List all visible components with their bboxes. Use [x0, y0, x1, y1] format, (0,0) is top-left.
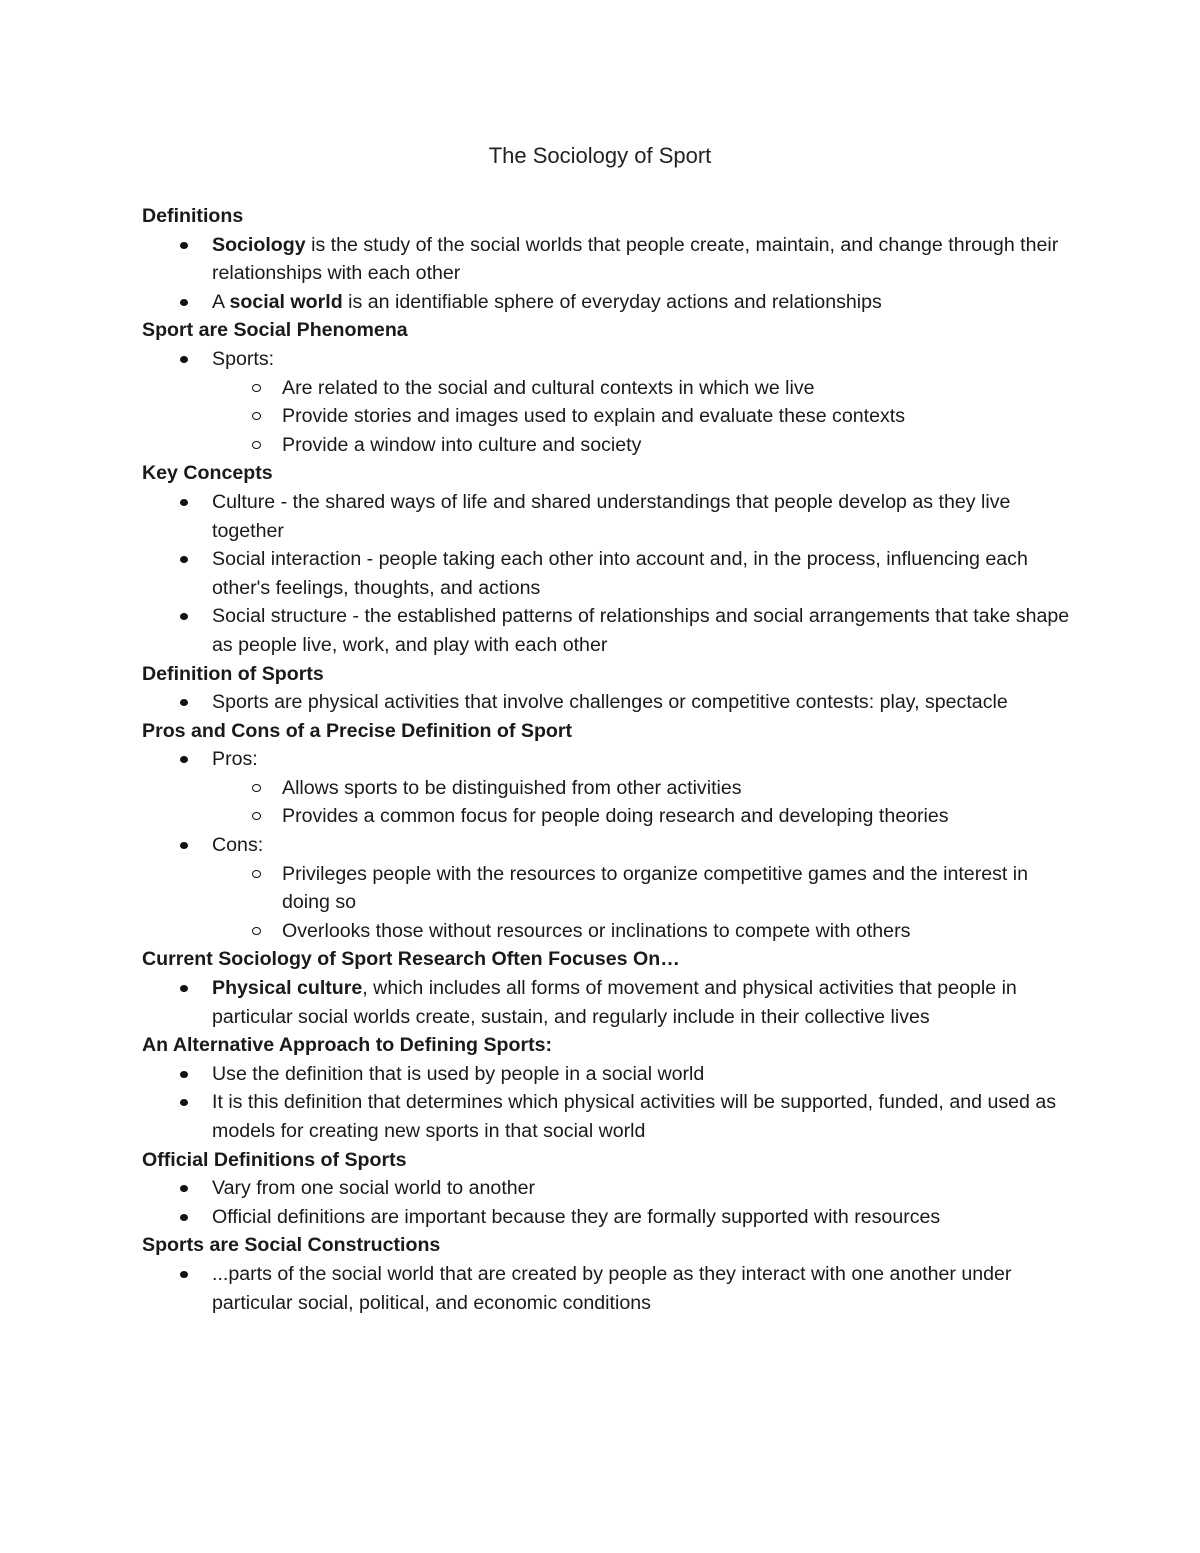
list-item: It is this definition that determines which physical activities will be supported, funded, and used as models for creating new sports in that social world	[142, 1088, 1072, 1145]
list-item: Social structure - the established patterns of relationships and social arrangements that take shape as people live, work, and play with each other	[142, 602, 1072, 659]
section-heading-definitions: Definitions	[142, 205, 244, 227]
list-item	[142, 288, 1072, 317]
definition-of-sports-list	[142, 688, 1072, 717]
definition-text: is an identifiable sphere of everyday actions and relationships	[342, 290, 882, 313]
pros-cons-list	[142, 745, 1072, 945]
sub-list-item: Provide stories and images used to explain and evaluate these contexts	[212, 402, 1072, 431]
list-item-cons	[142, 831, 1072, 945]
official-list	[142, 1174, 1072, 1231]
section-heading-key-concepts: Key Concepts	[142, 462, 273, 485]
key-concepts-list	[142, 488, 1072, 660]
definitions-list	[142, 231, 1072, 317]
sub-list-item: Provides a common focus for people doing research and developing theories	[212, 802, 1072, 831]
term-social-world: social world	[229, 290, 343, 313]
section-heading-alternative: An Alternative Approach to Defining Sports:	[142, 1034, 553, 1057]
list-item: Sports are physical activities that involve challenges or competitive contests: play, spectacle	[142, 688, 1072, 717]
sub-list	[142, 374, 1072, 460]
sub-list-item: Are related to the social and cultural contexts in which we live	[212, 374, 1072, 403]
social-phenomena-list	[142, 345, 1072, 459]
document-title: The Sociology of Sport	[488, 143, 712, 168]
sub-list-item: Allows sports to be distinguished from other activities	[212, 774, 1072, 803]
term-sociology: Sociology	[212, 233, 306, 256]
cons-label: Cons:	[212, 834, 264, 857]
pros-label: Pros:	[212, 748, 258, 771]
item-prefix: A	[212, 290, 230, 313]
section-heading-official: Official Definitions of Sports	[142, 1148, 407, 1171]
section-heading-pros-cons: Pros and Cons of a Precise Definition of Sport	[142, 719, 573, 742]
current-research-list	[142, 974, 1072, 1031]
alternative-list	[142, 1060, 1072, 1146]
list-item	[142, 974, 1072, 1031]
sub-list-item: Overlooks those without resources or inclinations to compete with others	[212, 917, 1072, 946]
definition-text: , which includes all forms of movement and physical activities that people in particular social worlds create, sustain, and regularly include in their collective lives	[212, 977, 1017, 1028]
cons-sub-list	[142, 860, 1072, 946]
term-physical-culture: Physical culture	[212, 977, 363, 1000]
list-item: Use the definition that is used by people in a social world	[142, 1060, 1072, 1089]
pros-sub-list	[142, 774, 1072, 831]
section-heading-definition-of-sports: Definition of Sports	[142, 662, 324, 685]
list-item: Vary from one social world to another	[142, 1174, 1072, 1203]
list-item: Official definitions are important because they are formally supported with resources	[142, 1203, 1072, 1232]
constructions-list	[142, 1260, 1072, 1317]
list-item: ...parts of the social world that are created by people as they interact with one another under particular social, political, and economic conditions	[142, 1260, 1072, 1317]
list-item: Culture - the shared ways of life and shared understandings that people develop as they live together	[142, 488, 1072, 545]
section-heading-current-research: Current Sociology of Sport Research Often Focuses On…	[142, 948, 680, 971]
list-item	[142, 231, 1072, 288]
list-item	[142, 345, 1072, 459]
document-body	[142, 202, 1072, 1317]
list-item-text: Sports:	[212, 347, 275, 370]
section-heading-social-phenomena: Sport are Social Phenomena	[142, 319, 408, 342]
list-item-pros	[142, 745, 1072, 831]
sub-list-item: Privileges people with the resources to organize competitive games and the interest in doing so	[212, 860, 1072, 917]
definition-text: is the study of the social worlds that people create, maintain, and change through their relationships with each other	[212, 233, 1059, 285]
section-heading-constructions: Sports are Social Constructions	[142, 1234, 441, 1257]
list-item: Social interaction - people taking each other into account and, in the process, influencing each other's feelings, thoughts, and actions	[142, 545, 1072, 602]
sub-list-item: Provide a window into culture and society	[212, 431, 1072, 460]
